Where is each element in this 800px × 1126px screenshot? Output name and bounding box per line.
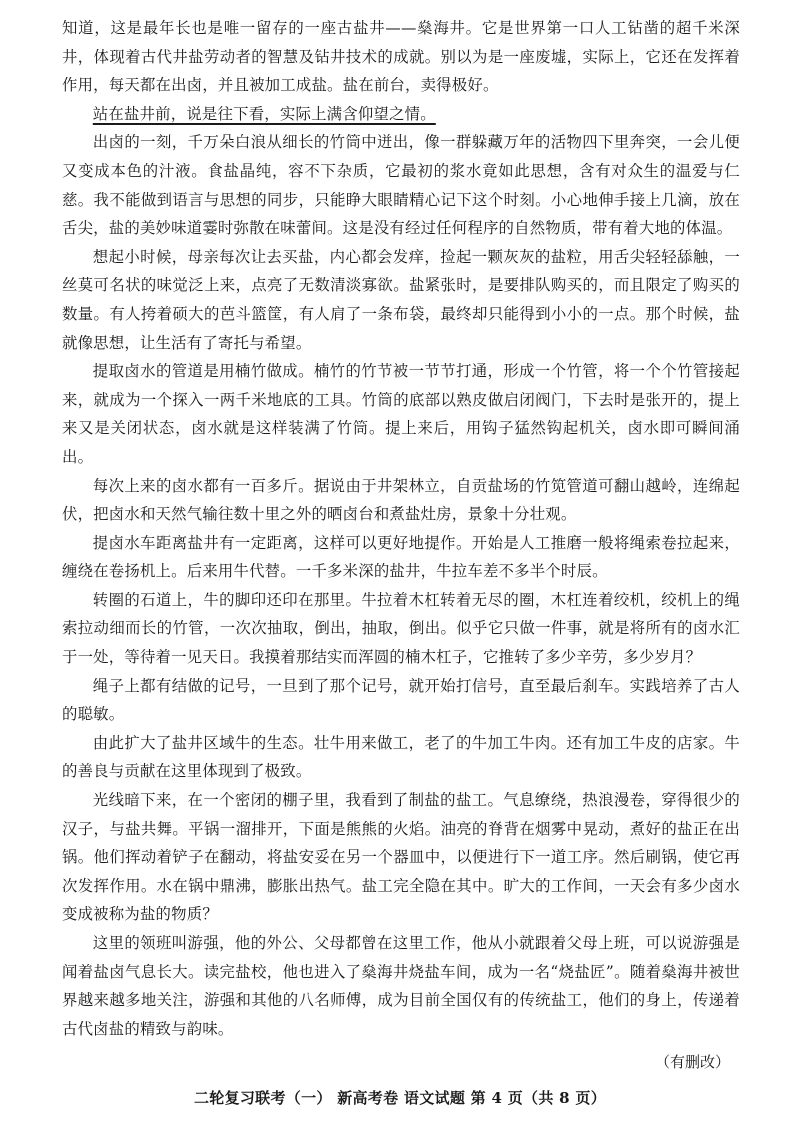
paragraph: 知道，这是最年长也是唯一留存的一座古盐井——燊海井。它是世界第一口人工钻凿的超千米深井，体现着古代井盐劳动者的智慧及钻井技术的成就。别以为是一座废墟，实际上，它还在发挥着作用，每天都在出卤，并且被加工成盐。盐在前台，卖得极好。 bbox=[62, 19, 740, 95]
paragraph: 光线暗下来，在一个密闭的棚子里，我看到了制盐的盐工。气息缭绕，热浪漫卷，穿得很少的汉子，与盐共舞。平锅一溜排开，下面是熊熊的火焰。油亮的脊背在烟雾中晃动，煮好的盐正在出锅。他们挥动着铲子在翻动，将盐安妥在另一个器皿中，以便进行下一道工序。然后刷锅，使它再次发挥作用。水在锅中鼎沸，膨胀出热气。盐工完全隐在其中。旷大的工作间，一天会有多少卤水变成被称为盐的物质？ bbox=[62, 791, 740, 924]
paragraph: 出卤的一刻，千万朵白浪从细长的竹筒中迸出，像一群躲藏万年的活物四下里奔突，一会儿便又变成本色的汁液。食盐晶纯，容不下杂质，它最初的浆水竟如此思想，含有对众生的温爱与仁慈。我不能做到语言与思想的同步，只能睁大眼睛精心记下这个时刻。小心地伸手接上几滴，放在舌尖，盐的美妙味道霎时弥散在味蕾间。这是没有经过任何程序的自然物质，带有着大地的体温。 bbox=[62, 133, 740, 238]
paragraph bbox=[62, 100, 740, 129]
paragraph: 提取卤水的管道是用楠竹做成。楠竹的竹节被一节节打通，形成一个竹管，将一个个竹管接起来，就成为一个探入一两千米地底的工具。竹筒的底部以熟皮做启闭阀门，下去时是张开的，提上来又是关闭状态，卤水就是这样装满了竹筒。提上来后，用钩子猛然钩起机关，卤水即可瞬间涌出。 bbox=[62, 362, 740, 466]
paragraph: 提卤水车距离盐井有一定距离，这样可以更好地提作。开始是人工推磨一般将绳索卷拉起来，缠绕在卷扬机上。后来用牛代替。一千多米深的盐井，牛拉车差不多半个时辰。 bbox=[62, 533, 740, 581]
paragraph: 转圈的石道上，牛的脚印还印在那里。牛拉着木杠转着无尽的圈，木杠连着绞机，绞机上的绳索拉动细而长的竹管，一次次抽取，倒出，抽取，倒出。似乎它只做一件事，就是将所有的卤水汇于一处，等待着一见天日。我摸着那结实而浑圆的楠木杠子，它推转了多少辛劳，多少岁月？ bbox=[62, 590, 740, 667]
paragraph: 由此扩大了盐井区域牛的生态。壮牛用来做工，老了的牛加工牛肉。还有加工牛皮的店家。牛的善良与贡献在这里体现到了极致。 bbox=[62, 733, 740, 781]
edit-note: （有删改） bbox=[654, 1053, 730, 1072]
paragraph: 这里的领班叫游强，他的外公、父母都曾在这里工作，他从小就跟着父母上班，可以说游强是闻着盐卤气息长大。读完盐校，他也进入了燊海井烧盐车间，成为一名“烧盐匠”。随着燊海井被世界越来越多地关注，游强和其他的八名师傅，成为目前全国仅有的传统盐工，他们的身上，传递着古代卤盐的精致与韵味。 bbox=[62, 934, 740, 1038]
paragraph: 绳子上都有结做的记号，一旦到了那个记号，就开始打信号，直至最后刹车。实践培养了古人的聪敏。 bbox=[62, 676, 740, 724]
page-footer: 二轮复习联考（一） 新高考卷 语文试题 第 4 页（共 8 页） bbox=[193, 1089, 607, 1107]
underlined-sentence: 站在盐井前，说是往下看，实际上满含仰望之情。 bbox=[92, 104, 436, 123]
paragraph: 每次上来的卤水都有一百多斤。据说由于井架林立，自贡盐场的竹笕管道可翻山越岭，连绵起伏，把卤水和天然气输往数十里之外的晒卤台和煮盐灶房，景象十分壮观。 bbox=[62, 476, 740, 524]
article-body bbox=[62, 14, 740, 1043]
paragraph: 想起小时候，母亲每次让去买盐，内心都会发痒，捡起一颗灰灰的盐粒，用舌尖轻轻舔触，一丝莫可名状的味觉泛上来，点亮了无数清淡寡欲。盐紧张时，是要排队购买的，而且限定了购买的数量。有人挎着硕大的芭斗篮筐，有人肩了一条布袋，最终却只能得到小小的一点。那个时候，盐就像思想，让生活有了寄托与希望。 bbox=[62, 247, 740, 352]
